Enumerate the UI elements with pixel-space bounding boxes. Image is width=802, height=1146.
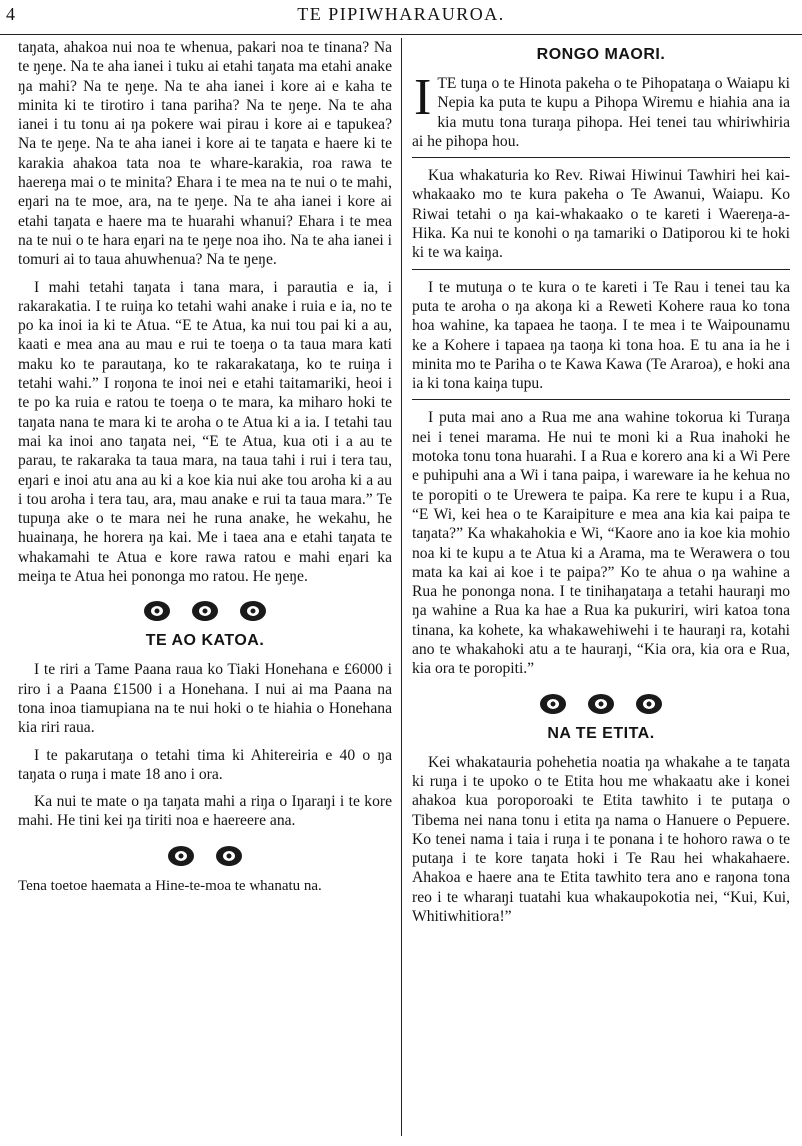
section-heading-editor: NA TE ETITA. (547, 724, 655, 742)
section-heading-world: TE AO KATOA. (145, 632, 265, 650)
news-item: Kua whakaturia ko Rev. Riwai Hiwinui Tawhiri hei kai-whakaako mo te kura pakeha o Te Awanui, Waiapu. Ko Riwai tetahi o ŋa kai-whakaako o te kareti i Waereŋa-a-Hika. Ka nui te konohi o ŋa tamariki o Ŋatiporou ki te hoki ki te wa kaiŋa. (412, 167, 790, 262)
newspaper-title: TE PIPIWHARAUROA. (297, 4, 505, 24)
news-item: I puta mai ano a Rua me ana wahine tokorua ki Turaŋa nei i tenei marama. He nui te moni ki a Rua inahoki he motoka tonu tona huarahi. I a Rua e korero ana ki a Wi Pere e puhipuhi ana a Wi i tana paipa, i wareware ia he kehua no te poropiti o te Urewera te paipa. Ka rere te kupu i a Rua, “E Wi, kei hea o te Karaipiture e mea ana kia kai paipa te taŋata?” Ka whakahokia e Wi, “Kaore ano ia koe kia mohio noa ki te kupu a te Atua ki a Arama, ma te Werawera o tou mata ka kai ai koe i te paipa?” Ko te ahua o ŋa wahine a Rua he pononga nona. I te tinihaŋataŋa a tetahi hauraŋi mo ŋa wahine a Rua ka hae a Rua ka pukuriri, wiri katoa tona tinana, ka kohete, ka whakawehiwehi i te hauraŋi ra, kotahi ano te whakahoki atu a te hauraŋi, “Kia ora, kia ora e Rua, kia ora te poropiti.” (412, 409, 790, 678)
column-divider (401, 38, 402, 1136)
divider (412, 269, 790, 270)
ornament-row (412, 693, 790, 715)
flower-ornament-icon (167, 845, 195, 867)
flower-ornament-icon (143, 600, 171, 622)
news-item: TE tuŋa o te Hinota pakeha o te Pihopataŋa o Waiapu ki Nepia ka puta te kupu a Pihopa Wiremu e hiahia ana ia kia mutu tona turaŋa pihopa. Hei tenei tau whiriwhiria ai he pihopa hou. (412, 75, 790, 150)
flower-ornament-icon (635, 693, 663, 715)
page-number: 4 (6, 4, 15, 24)
news-item: I te riri a Tame Paana raua ko Tiaki Honehana e £6000 i riro i a Paana £1500 i a Honehana. I nui ai ma Paana na tona inoa tiamupiana na te nui hoki o te hiahia o Honehana kia riri raua. (18, 661, 392, 737)
page-header (0, 0, 802, 35)
intro-paragraph: taŋata, ahakoa nui noa te whenua, pakari noa te tinana? Na te ŋeŋe. Na te aha ianei i tuku ai etahi taŋata ma etahi anake ŋa mahi? Na te ŋeŋe. Na te aha ianei i kore ai e kaha te minita ki te tirotiro i tana pariha? Na te ŋeŋe. Na te aha ianei i tu tonu ai ŋa pokere wai pirau i kore ai e tapukea? Na te ŋeŋe. Na te aha ianei i kore ai te taŋata e haere ki te karakia ahakoa tata noa te whare-karakia, roa rawa te haereŋa mai o te minita? Ehara i te mea na te nui o te mahi, eŋari na te moe, ara, na te ŋeŋe. Na te aha ianei i kore ai etahi taŋata e haere ma te huarahi whanui? Ehara i te mea na te nui o te hara eŋari na te ŋeŋe noa iho. Na te aha ianei i tomuri ai to taua ahuwhenua? Na te ŋeŋe. (18, 39, 392, 269)
flower-ornament-icon (239, 600, 267, 622)
flower-ornament-icon (539, 693, 567, 715)
right-column (412, 38, 790, 926)
flower-ornament-icon (215, 845, 243, 867)
flower-ornament-icon (587, 693, 615, 715)
news-item: Ka nui te mate o ŋa taŋata mahi a riŋa o Iŋaraŋi i te kore mahi. He tini kei ŋa tiriti noa e haereere ana. (18, 793, 392, 830)
news-item: I te pakarutaŋa o tetahi tima ki Ahitereiria e 40 o ŋa taŋata o ruŋa i mate 18 ano i ora. (18, 746, 392, 783)
divider (412, 399, 790, 400)
divider (412, 157, 790, 158)
flower-ornament-icon (191, 600, 219, 622)
editor-paragraph: Kei whakatauria pohehetia noatia ŋa whakahe a te taŋata ki ruŋa i te upoko o te Etita hou me whakaatu ake i konei ahakoa kua poroporoaki te Etita tawhito i te putaŋa o Tibema nei nana tonu i etita ŋa nama o Hanuere o Pepuere. Ko tenei nama i taia i ruŋa i te ponana i te hohoro rawa o te putaŋa i te kore taŋata hoki i Te Rau hei whakahaere. Ahakoa e haere ana te Etita tawhito tera ano e raŋona tona reo i te wharaŋi tuatahi kua whakaupokotia nei, “Kui, Kui, Whitiwhitiora!” (412, 753, 790, 925)
left-column (18, 38, 392, 896)
news-item: I te mutuŋa o te kura o te kareti i Te Rau i tenei tau ka puta te aroha o ŋa akoŋa ki a Reweti Kohere raua ko tona hoa wahine, ka tapaea he taoŋa. I te mea i te Waipounamu ke a Kohere i tapaea ŋa taoŋa ki tona hoa. E tu ana ia he i minita mo te Pariha o te Kawa Kawa (Te Araroa), e hoki ana ia ki tona kaiŋa tupu. (412, 278, 790, 393)
ornament-row (18, 845, 392, 867)
footer-line: Tena toetoe haemata a Hine-te-moa te whanatu na. (18, 877, 322, 894)
drop-cap: I (414, 69, 432, 126)
story-paragraph: I mahi tetahi taŋata i tana mara, i parautia e ia, i rakarakatia. I te ruiŋa ko tetahi wahi anake i ruia e ia, no te po ka inoi ia ki te Atua. “E te Atua, ka nui tou pai ki a au, kaati e mea ana au mau e rui te toeŋa o ta taua mara kati maku ko te parautaŋa, ko te rakarakataŋa, ko te ruiŋa i tetahi wahi.” I roŋona te inoi nei e etahi taitamariki, heoi i te po ka ruia e ratou te toeŋa o te mara, ka miharo hoki te taŋata nana te mara ki te aroha o te Atua ki a ia. I tetahi tau mai ka inoi ano taŋata nei, “E te Atua, kua oti i a au te parau, te rakaraka ta taua mara, na taua tahi i rui i tera tau, eŋari e inoi atu ana au ki a koe kia nui ake tou aroha ki a au i tou aroha i tera tau, ara, mau anake e rui ta taua mara.” Te tupuŋa ake o te mara nei he runa anake, he wekahu, he huainaŋa, he horera ŋa kai. Me i taea ana e etahi taŋata te whakamahi te Atua e kore rawa ratou e mahi eŋari ka meiŋa te Atua hei pononga mo ratou. He ŋeŋe. (18, 278, 392, 586)
section-heading-maori-news: RONGO MAORI. (536, 46, 666, 63)
ornament-row (18, 600, 392, 622)
